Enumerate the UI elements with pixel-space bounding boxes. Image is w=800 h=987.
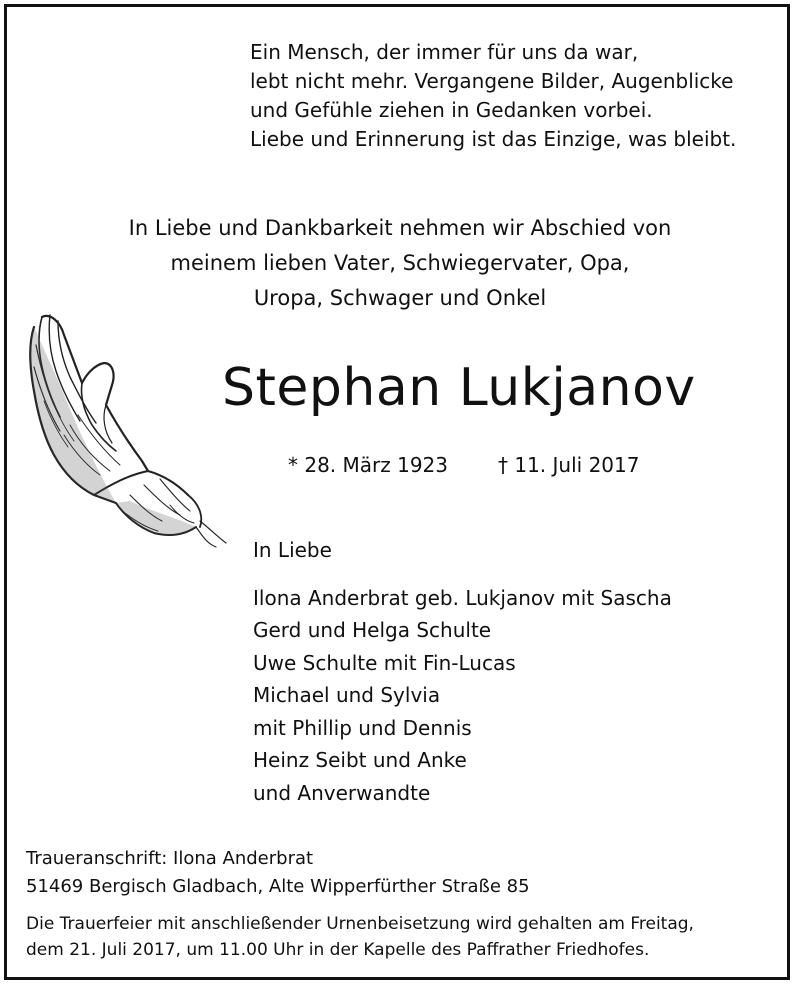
intro-line: meinem lieben Vater, Schwiegervater, Opa, [170, 251, 630, 275]
farewell-intro [60, 211, 740, 316]
mourning-address [26, 845, 530, 901]
intro-line: In Liebe und Dankbarkeit nehmen wir Abschied von [128, 216, 672, 240]
mourner: Michael und Sylvia [253, 683, 441, 707]
address-line: Traueranschrift: Ilona Anderbrat [26, 848, 314, 869]
mourner: und Anverwandte [253, 780, 431, 805]
poem-line: und Gefühle ziehen in Gedanken vorbei. [250, 98, 653, 122]
mourner: Ilona Anderbrat geb. Lukjanov mit Sascha [253, 585, 672, 610]
mourner: Heinz Seibt und Anke [253, 748, 467, 772]
birth-date: * 28. März 1923 [288, 453, 449, 477]
ceremony-info [26, 911, 694, 963]
poem-line: Liebe und Erinnerung ist das Einzige, was bleibt. [250, 127, 737, 151]
spacer [253, 567, 672, 582]
ceremony-line: Die Trauerfeier mit anschließender Urnenbeisetzung wird gehalten am Freitag, [26, 914, 694, 934]
deceased-name: Stephan Lukjanov [222, 358, 696, 418]
intro-line: Uropa, Schwager und Onkel [253, 286, 547, 310]
death-date: † 11. Juli 2017 [498, 453, 640, 477]
poem-line: Ein Mensch, der immer für uns da war, [250, 40, 639, 64]
mourner: Gerd und Helga Schulte [253, 618, 492, 642]
mourner: Uwe Schulte mit Fin-Lucas [253, 650, 516, 675]
mourners-heading: In Liebe [253, 538, 332, 562]
praying-hands-icon [20, 305, 235, 550]
poem [250, 38, 736, 154]
poem-line: lebt nicht mehr. Vergangene Bilder, Augenblicke [250, 69, 734, 93]
address-line: 51469 Bergisch Gladbach, Alte Wipperfürther Straße 85 [26, 876, 530, 897]
ceremony-line: dem 21. Juli 2017, um 11.00 Uhr in der Kapelle des Paffrather Friedhofes. [26, 940, 650, 960]
mourner: mit Phillip und Dennis [253, 715, 472, 740]
mourners-list [253, 534, 672, 809]
